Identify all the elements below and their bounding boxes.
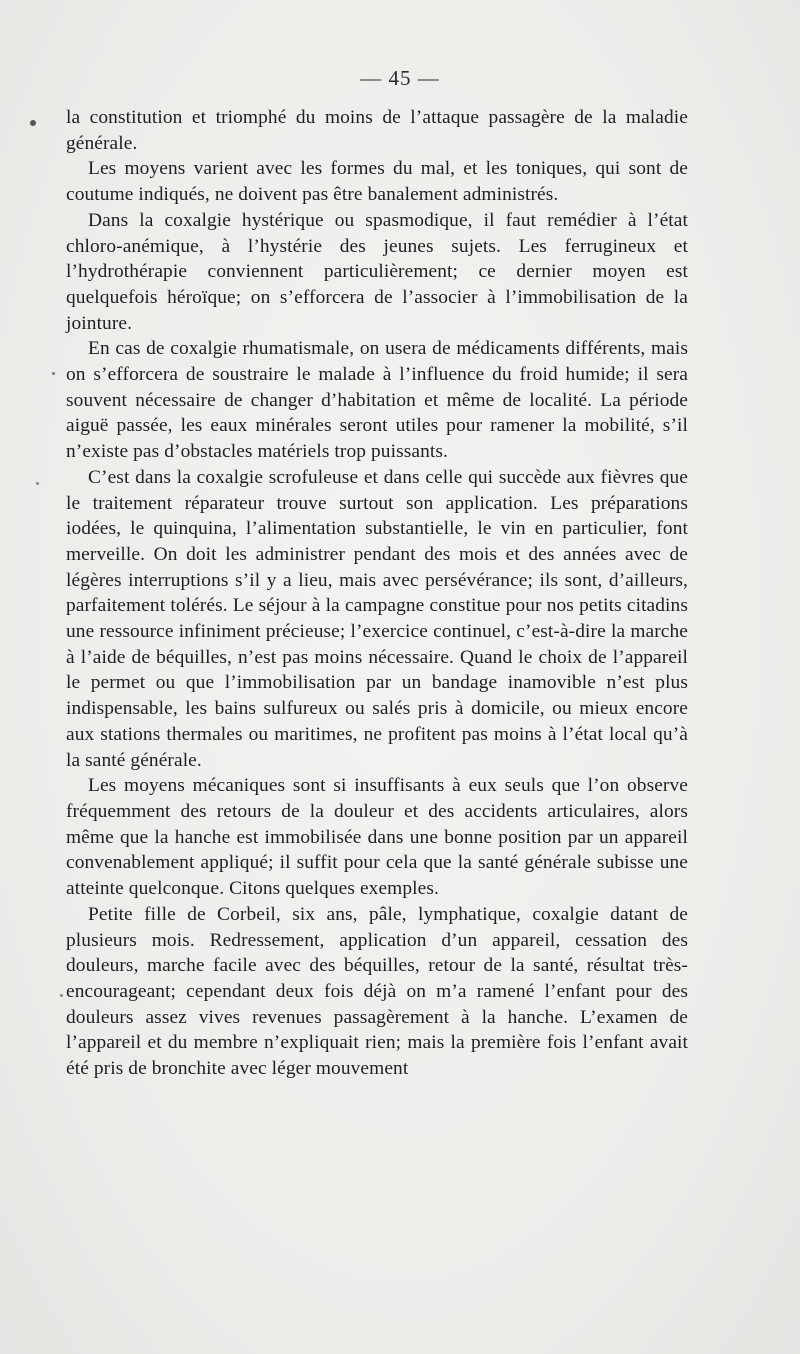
- body-text: [66, 105, 688, 1082]
- ink-speck: [60, 994, 63, 997]
- paragraph-1: la constitution et triomphé du moins de l’attaque passagère de la maladie générale.: [66, 107, 688, 154]
- page-number: — 45 —: [360, 66, 440, 90]
- paragraph-2: Les moyens varient avec les formes du mal, et les toniques, qui sont de coutume indiqués, ne doivent pas être banalement administrés.: [66, 158, 688, 206]
- paragraph-7: Petite fille de Corbeil, six ans, pâle, lymphatique, coxalgie datant de plusieurs mois. Redressement, application d’un appareil, cessation des douleurs, marche facile avec des béquilles, retour de la santé, résultat très-encourageant; cependant deux fois déjà on m’a ramené l’enfant pour des douleurs assez vives revenues passagèrement à la hanche. L’examen de l’appareil et du membre n’expliquait rien; mais la première fois l’enfant avait été pris de bronchite avec léger mouvement: [66, 903, 688, 1080]
- ink-speck: [36, 482, 39, 485]
- ink-speck: [30, 120, 36, 126]
- paragraph-3: Dans la coxalgie hystérique ou spasmodique, il faut remédier à l’état chloro-anémique, à l’hystérie des jeunes sujets. Les ferrugineux et l’hydrothérapie conviennent particulièrement; ce dernier moyen est quelquefois héroïque; on s’efforcera de l’associer à l’immobilisation de la jointure.: [66, 209, 688, 334]
- paragraph-5: C’est dans la coxalgie scrofuleuse et dans celle qui succède aux fièvres que le traitement réparateur trouve surtout son application. Les préparations iodées, le quinquina, l’alimentation substantielle, le vin en particulier, font merveille. On doit les administrer pendant des mois et des années avec de légères interruptions s’il y a lieu, mais avec persévérance; ils sont, d’ailleurs, parfaitement tolérés. Le séjour à la campagne constitue pour nos petits citadins une ressource infiniment précieuse; l’exercice continuel, c’est-à-dire la marche à l’aide de béquilles, n’est pas moins nécessaire. Quand le choix de l’appareil le permet ou que l’immobilisation par un bandage inamovible n’est plus indispensable, les bains sulfureux ou salés pris à domicile, ou mieux encore aux stations thermales ou maritimes, ne profitent pas moins à l’état local qu’à la santé générale.: [66, 466, 688, 771]
- paragraph-4: En cas de coxalgie rhumatismale, on usera de médicaments différents, mais on s’efforcera de soustraire le malade à l’influence du froid humide; il sera souvent nécessaire de changer d’habitation et même de localité. La période aiguë passée, les eaux minérales seront utiles pour ramener la mobilité, s’il n’existe pas d’obstacles matériels trop puissants.: [66, 338, 688, 463]
- paragraph-6: Les moyens mécaniques sont si insuffisants à eux seuls que l’on observe fréquemment des retours de la douleur et des accidents articulaires, alors même que la hanche est immobilisée dans une bonne position par un appareil convenablement appliqué; il suffit pour cela que la santé générale subisse une atteinte quelconque. Citons quelques exemples.: [66, 775, 688, 900]
- ink-speck: [52, 372, 55, 375]
